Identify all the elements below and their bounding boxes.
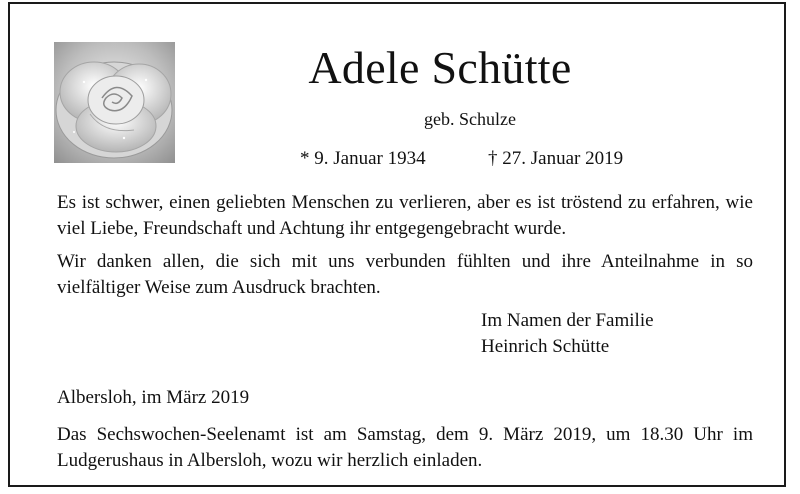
deceased-name: Adele Schütte [308, 42, 572, 93]
birth-date: * 9. Januar 1934 [300, 148, 426, 169]
maiden-name: geb. Schulze [424, 109, 516, 129]
service-info: Das Sechswochen-Seelenamt ist am Samstag, dem 9. März 2019, um 18.30 Uhr im Ludgerushaus in Albersloh, wozu wir herzlich einladen. [57, 424, 753, 471]
death-date: † 27. Januar 2019 [488, 148, 624, 169]
signature-intro: Im Namen der Familie [481, 310, 654, 331]
signature-name: Heinrich Schütte [481, 336, 610, 357]
place-date: Albersloh, im März 2019 [57, 387, 250, 408]
rose-image [54, 42, 175, 163]
thanks-paragraph: Wir danken allen, die sich mit uns verbunden fühlten und ihre Anteilnahme in so vielfältiger Weise zum Ausdruck brachten. [57, 251, 753, 298]
obituary-notice [8, 2, 786, 487]
condolence-paragraph: Es ist schwer, einen geliebten Menschen zu verlieren, aber es ist tröstend zu erfahren, wie viel Liebe, Freundschaft und Achtung ihr entgegengebracht wurde. [57, 192, 753, 239]
